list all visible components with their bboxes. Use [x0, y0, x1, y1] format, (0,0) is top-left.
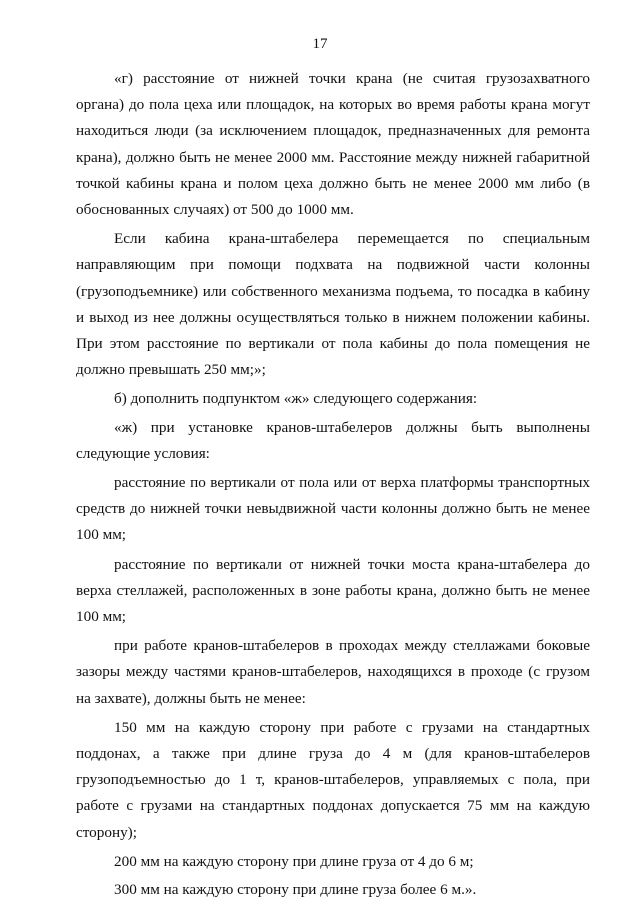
page-number: 17	[312, 36, 328, 52]
paragraph-vertical-racks-distance: расстояние по вертикали от нижней точки моста крана-штабелера до верха стеллажей, расположенных в зоне работы крана, должно быть не менее 100 мм;	[76, 555, 590, 626]
paragraph-side-clearances: при работе кранов-штабелеров в проходах между стеллажами боковые зазоры между частями кранов-штабелеров, находящихся в проходе (с грузом на захвате), должны быть не менее:	[76, 637, 590, 707]
paragraph-zh-conditions: «ж) при установке кранов-штабелеров должны быть выполнены следующие условия:	[76, 418, 590, 462]
document-body	[76, 66, 590, 906]
paragraph-vertical-floor-distance: расстояние по вертикали от пола или от верха платформы транспортных средств до нижней точки невыдвижной части колонны должно быть не менее 100 мм;	[76, 474, 590, 544]
paragraph-200mm-clearance: 200 мм на каждую сторону при длине груза от 4 до 6 м;	[114, 852, 474, 870]
paragraph-300mm-clearance: 300 мм на каждую сторону при длине груза более 6 м.».	[114, 881, 477, 899]
paragraph-g-min-distance: «г) расстояние от нижней точки крана (не считая грузозахватного органа) до пола цеха или площадок, на которых во время работы крана могут находиться люди (за исключением площадок, предназначенных для ремонта крана), должно быть не менее 2000 мм. Расстояние между нижней габаритной точкой кабины крана и полом цеха должно быть не менее 2000 мм либо (в обоснованных случаях) от 500 до 1000 мм.	[76, 70, 590, 219]
paragraph-150mm-clearance: 150 мм на каждую сторону при работе с грузами на стандартных поддонах, а также при длине груза до 4 м (для кранов-штабелеров грузоподъемностью до 1 т, кранов-штабелеров, управляемых с пола, при работе с грузами на стандартных поддонах допускается 75 мм на каждую сторону);	[76, 718, 590, 841]
paragraph-amendment-b: б) дополнить подпунктом «ж» следующего содержания:	[114, 390, 478, 408]
paragraph-cabin-movement: Если кабина крана-штабелера перемещается по специальным направляющим при помощи подхвата на подвижной части колонны (грузоподъемнике) или собственного механизма подъема, то посадка в кабину и выход из нее должны осуществляться только в нижнем положении кабины. При этом расстояние по вертикали от пола кабины до пола помещения не должно превышать 250 мм;»;	[76, 230, 590, 379]
